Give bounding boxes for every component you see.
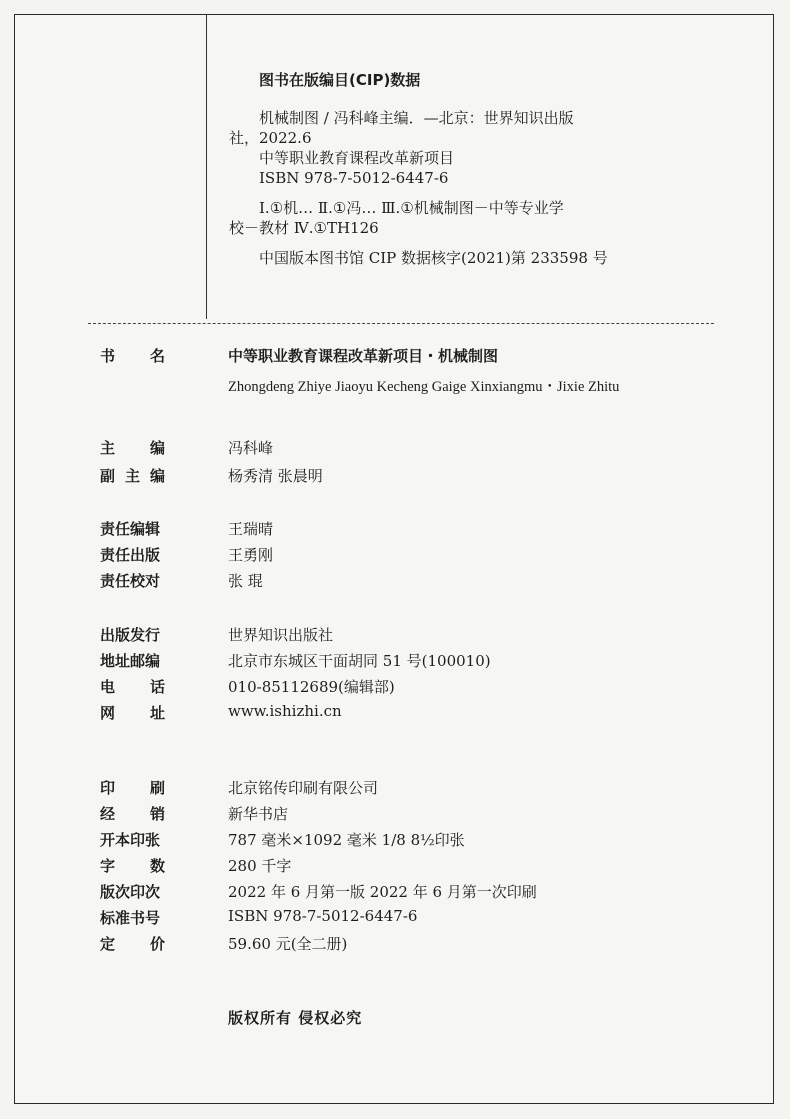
info-label: 责任编辑 xyxy=(100,520,161,538)
info-value: www.ishizhi.cn xyxy=(228,702,342,720)
info-value: 787 毫米×1092 毫米 1/8 8½印张 xyxy=(228,831,465,849)
info-value: 280 千字 xyxy=(228,857,292,875)
cip-line-series: 中等职业教育课程改革新项目 xyxy=(259,149,455,167)
info-label: 书 名 xyxy=(100,347,165,365)
info-label: 经 销 xyxy=(100,805,165,823)
info-value: 2022 年 6 月第一版 2022 年 6 月第一次印刷 xyxy=(228,883,537,901)
info-value: 北京市东城区干面胡同 51 号(100010) xyxy=(228,652,491,670)
cip-line-classification-cont: 校－教材 Ⅳ.①TH126 xyxy=(229,219,379,237)
info-value: 张 琨 xyxy=(228,572,263,590)
info-label: 开本印张 xyxy=(100,831,161,849)
info-label: 标准书号 xyxy=(100,909,161,927)
info-value: 王勇刚 xyxy=(228,546,274,564)
info-value: 新华书店 xyxy=(228,805,289,823)
info-value: 王瑞晴 xyxy=(228,520,274,538)
info-label: 责任校对 xyxy=(100,572,161,590)
info-label: 印 刷 xyxy=(100,779,165,797)
cip-line-title-author: 机械制图 / 冯科峰主编．—北京：世界知识出版 xyxy=(259,109,574,127)
info-label: 责任出版 xyxy=(100,546,161,564)
cip-block xyxy=(229,70,649,268)
cip-title: 图书在版编目(CIP)数据 xyxy=(259,71,421,89)
info-value: 世界知识出版社 xyxy=(228,626,334,644)
info-value: ISBN 978-7-5012-6447-6 xyxy=(228,907,418,925)
section-divider xyxy=(88,323,714,324)
copyright-notice: 版权所有 侵权必究 xyxy=(228,1009,363,1027)
info-label: 版次印次 xyxy=(100,883,161,901)
cip-line-classification: Ⅰ.①机… Ⅱ.①冯… Ⅲ.①机械制图－中等专业学 xyxy=(259,199,564,217)
info-value: 59.60 元(全二册) xyxy=(228,935,348,953)
info-value: 杨秀清 张晨明 xyxy=(228,467,323,485)
cip-line-publisher: 社，2022.6 xyxy=(229,129,312,147)
info-label: 定 价 xyxy=(100,935,165,953)
info-label: 电 话 xyxy=(100,678,165,696)
info-value: 冯科峰 xyxy=(228,439,274,457)
cip-divider-line xyxy=(206,14,207,319)
info-label: 主 编 xyxy=(100,439,165,457)
info-value: 北京铭传印刷有限公司 xyxy=(228,779,379,797)
info-label: 副 主 编 xyxy=(100,467,165,485)
info-pinyin-title: Zhongdeng Zhiye Jiaoyu Kecheng Gaige Xinxiangmu・Jixie Zhitu xyxy=(228,379,620,395)
info-label: 网 址 xyxy=(100,704,165,722)
cip-line-record-no: 中国版本图书馆 CIP 数据核字(2021)第 233598 号 xyxy=(259,249,608,267)
cip-line-isbn: ISBN 978-7-5012-6447-6 xyxy=(259,169,449,187)
info-label: 字 数 xyxy=(100,857,165,875)
info-label: 出版发行 xyxy=(100,626,161,644)
info-value: 中等职业教育课程改革新项目・机械制图 xyxy=(228,347,499,365)
info-label: 地址邮编 xyxy=(100,652,161,670)
info-value: 010-85112689(编辑部) xyxy=(228,678,395,696)
